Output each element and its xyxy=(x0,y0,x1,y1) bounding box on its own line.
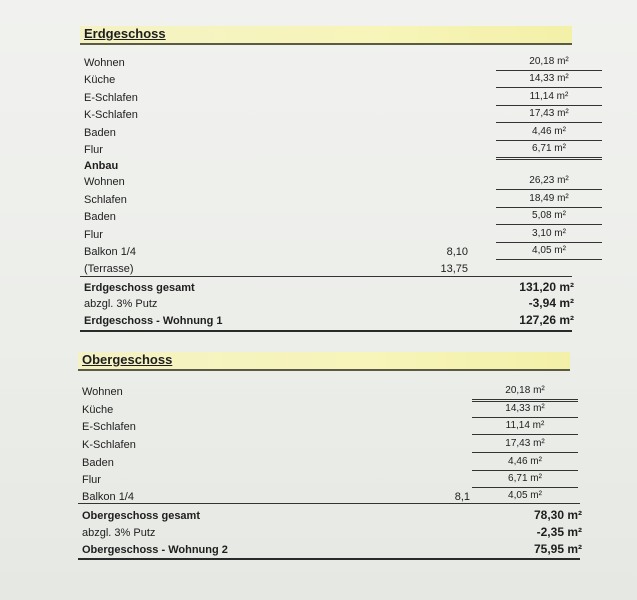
room-label: Wohnen xyxy=(84,176,125,188)
putz-row xyxy=(82,525,582,542)
room-label: Flur xyxy=(84,229,103,241)
putz-value: -2,35 m² xyxy=(536,525,582,539)
putz-value: -3,94 m² xyxy=(528,296,574,310)
room-area: 20,18 m² xyxy=(496,55,602,71)
room-row xyxy=(84,192,574,209)
separator-line xyxy=(80,276,572,277)
room-area: 5,08 m² xyxy=(496,209,602,225)
room-label: Wohnen xyxy=(82,386,123,398)
room-area: 26,23 m² xyxy=(496,174,602,190)
room-label: K-Schlafen xyxy=(82,439,136,451)
room-label: Schlafen xyxy=(84,194,127,206)
section-title: Erdgeschoss xyxy=(84,26,166,41)
terrace-label: (Terrasse) xyxy=(84,263,134,275)
anbau-heading: Anbau xyxy=(84,160,119,172)
total-row xyxy=(82,508,582,525)
room-area: 6,71 m² xyxy=(496,142,602,160)
section-header-erdgeschoss xyxy=(80,26,572,45)
room-area: 11,14 m² xyxy=(496,90,602,106)
room-area: 4,46 m² xyxy=(496,125,602,141)
room-label: Flur xyxy=(84,144,103,156)
dimension-value: 13,75 xyxy=(440,263,468,275)
room-row xyxy=(84,72,574,89)
room-area: 14,33 m² xyxy=(472,402,578,418)
result-row xyxy=(84,313,574,330)
room-row xyxy=(82,419,572,436)
total-value: 78,30 m² xyxy=(533,508,582,522)
dimension-value: 8,10 xyxy=(446,246,468,258)
room-row xyxy=(84,244,574,261)
room-area: 17,43 m² xyxy=(472,437,578,453)
putz-label: abzgl. 3% Putz xyxy=(82,527,156,539)
separator-line xyxy=(78,503,580,504)
room-label: K-Schlafen xyxy=(84,109,138,121)
room-row xyxy=(82,402,572,419)
result-value: 75,95 m² xyxy=(533,542,582,556)
total-label: Erdgeschoss gesamt xyxy=(84,282,195,294)
room-row xyxy=(84,174,574,191)
room-row xyxy=(82,437,572,454)
result-value: 127,26 m² xyxy=(519,313,574,327)
room-label: E-Schlafen xyxy=(82,421,136,433)
room-label: Flur xyxy=(82,474,101,486)
room-area: 3,10 m² xyxy=(496,227,602,243)
room-label: Küche xyxy=(82,404,114,416)
room-row xyxy=(84,90,574,107)
room-area: 6,71 m² xyxy=(472,472,578,488)
total-row xyxy=(84,280,574,297)
room-area: 18,49 m² xyxy=(496,192,602,208)
room-area: 11,14 m² xyxy=(472,419,578,435)
room-area: 4,05 m² xyxy=(508,490,542,501)
room-label: Balkon 1/4 xyxy=(82,491,134,503)
room-area: 14,33 m² xyxy=(496,72,602,88)
room-label: Küche xyxy=(84,74,116,86)
room-row xyxy=(84,107,574,124)
room-area: 4,46 m² xyxy=(472,455,578,471)
separator-line xyxy=(78,558,580,560)
room-label: Baden xyxy=(84,127,116,139)
room-label: Balkon 1/4 xyxy=(84,246,136,258)
room-area: 4,05 m² xyxy=(496,244,602,260)
room-label: E-Schlafen xyxy=(84,92,138,104)
section-header-obergeschoss xyxy=(78,352,570,371)
putz-row xyxy=(84,296,574,313)
room-row xyxy=(84,55,574,72)
dimension-value: 8,1 xyxy=(454,491,470,503)
room-row xyxy=(84,227,574,244)
total-value: 131,20 m² xyxy=(519,280,574,294)
room-row xyxy=(82,384,572,401)
section-title: Obergeschoss xyxy=(82,352,173,367)
room-row xyxy=(84,125,574,142)
room-row xyxy=(82,455,572,472)
room-row xyxy=(82,472,572,489)
room-label: Baden xyxy=(84,211,116,223)
result-label: Erdgeschoss - Wohnung 1 xyxy=(84,315,223,327)
anbau-heading-row xyxy=(84,158,574,175)
result-label: Obergeschoss - Wohnung 2 xyxy=(82,544,228,556)
total-label: Obergeschoss gesamt xyxy=(82,510,200,522)
room-row xyxy=(84,209,574,226)
room-label: Wohnen xyxy=(84,57,125,69)
room-label: Baden xyxy=(82,457,114,469)
separator-line xyxy=(80,330,572,332)
putz-label: abzgl. 3% Putz xyxy=(84,298,158,310)
room-row xyxy=(84,142,574,159)
result-row xyxy=(82,542,582,559)
room-area: 17,43 m² xyxy=(496,107,602,123)
room-area: 20,18 m² xyxy=(472,384,578,402)
